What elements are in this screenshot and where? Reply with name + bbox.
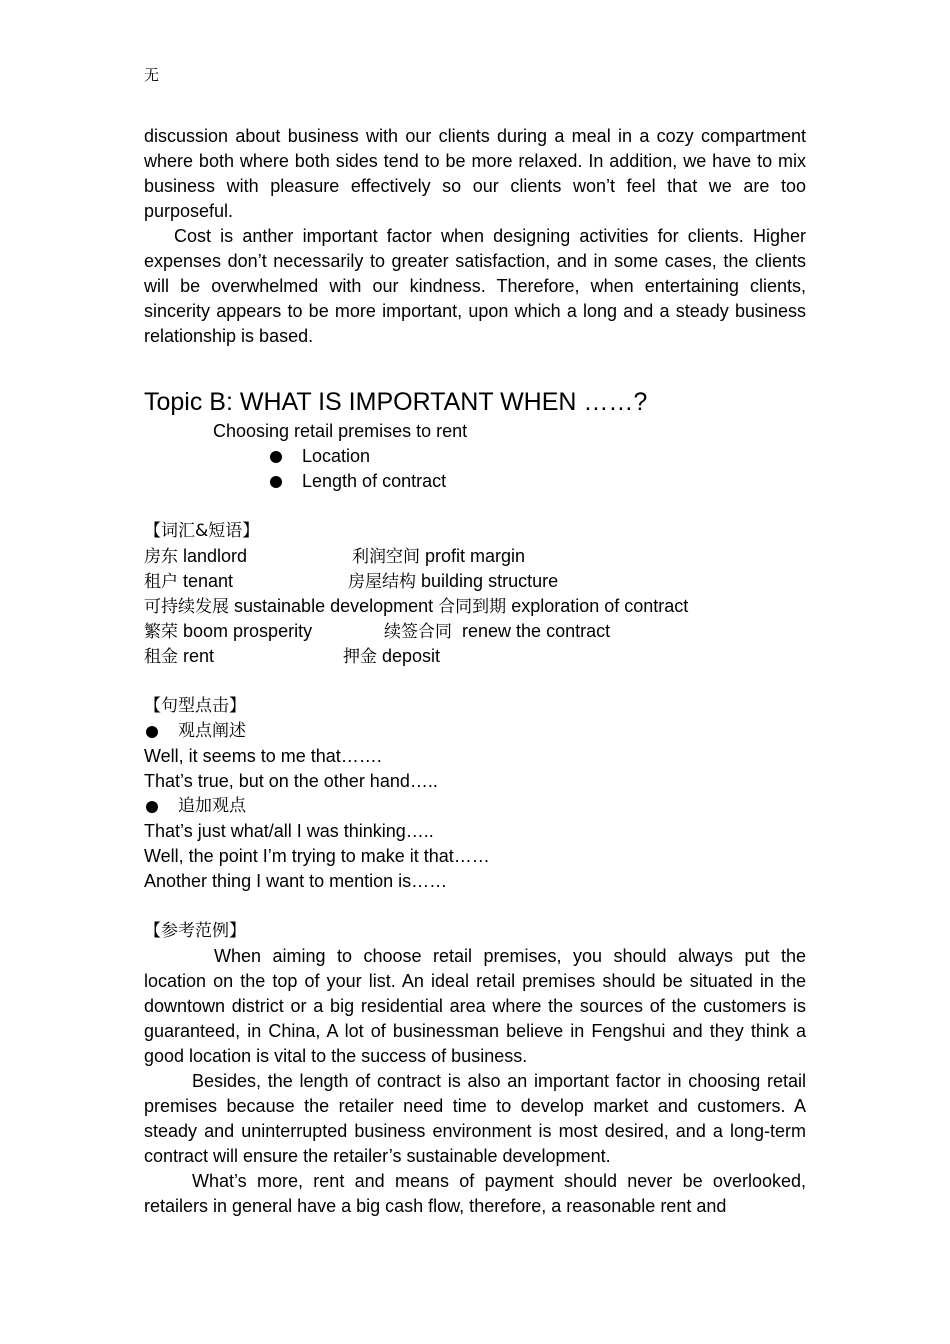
pattern-line: That’s just what/all I was thinking….. [144,821,434,841]
topic-subtitle: Choosing retail premises to rent [213,421,468,441]
pattern-group-label [144,719,806,744]
vocab-left-cn: 租户 [144,572,178,592]
vocab-right-cn: 利润空间 [352,547,420,567]
bullet-icon [146,726,158,738]
vocab-right-en: building structure [421,571,559,591]
vocab-right-en: deposit [382,646,441,666]
list-item [270,444,806,469]
list-item [270,469,806,494]
vocab-right-en: profit margin [425,546,526,566]
vocab-heading: 【词汇&短语】 [144,521,260,541]
bullet-icon [146,801,158,813]
topic-bullet-list [144,444,806,494]
vocab-left-cn: 租金 [144,647,178,667]
intro-paragraph-2: Cost is anther important factor when designing activities for clients. Higher expenses don’t necessarily to greater satisfaction, and in some cases, the clients will be overwhelmed with our kindness. Therefore, when entertaining clients, sincerity appears to be more important, upon which a long and a steady business relationship is based. [144,226,806,346]
vocab-right-cn: 续签合同 [384,622,452,642]
pattern-line: Well, the point I’m trying to make it that…… [144,846,490,866]
topic-bullet-length: Length of contract [302,471,447,491]
page-content [144,124,806,1219]
topic-bullet-location: Location [302,446,371,466]
vocab-left-en: boom prosperity [183,621,313,641]
vocab-right-cn: 合同到期 [438,597,507,617]
topic-title: Topic B: WHAT IS IMPORTANT WHEN ……? [144,388,648,416]
vocab-right-en: renew the contract [462,621,611,641]
patterns-heading: 【句型点击】 [144,696,246,716]
bullet-icon [270,451,282,463]
vocab-row [144,594,806,619]
vocab-list [144,544,806,669]
example-paragraph-3: What’s more, rent and means of payment should never be overlooked, retailers in general have a big cash flow, therefore, a reasonable rent and [144,1171,806,1216]
intro-paragraph-1: discussion about business with our clients during a meal in a cozy compartment where both where both sides tend to be more relaxed. In addition, we have to mix business with pleasure effectively so our clients won’t feel that we are too purposeful. [144,126,806,221]
pattern-line: Well, it seems to me that……. [144,746,382,766]
pattern-group-1-label: 观点阐述 [178,721,246,741]
pattern-line: Another thing I want to mention is…… [144,871,448,891]
bullet-icon [270,476,282,488]
vocab-row [144,569,806,594]
header-mark: 无 [144,66,160,84]
vocab-row [144,644,806,669]
vocab-left-en: sustainable development [234,596,434,616]
vocab-row [144,619,806,644]
vocab-right-cn: 押金 [343,647,377,667]
vocab-left-cn: 房东 [144,547,178,567]
pattern-group-label [144,794,806,819]
example-paragraph-2: Besides, the length of contract is also an important factor in choosing retail premises because the retailer need time to develop market and customers. A steady and uninterrupted business environment is most desired, and a long-term contract will ensure the retailer’s sustainable development. [144,1071,806,1166]
vocab-left-cn: 可持续发展 [144,597,229,617]
vocab-left-en: landlord [183,546,248,566]
pattern-group-2-label: 追加观点 [178,796,246,816]
vocab-left-en: rent [183,646,215,666]
vocab-right-cn: 房屋结构 [348,572,416,592]
vocab-right-en: exploration of contract [511,596,689,616]
vocab-row [144,544,806,569]
pattern-line: That’s true, but on the other hand….. [144,771,438,791]
vocab-left-cn: 繁荣 [144,622,178,642]
example-paragraph-1: When aiming to choose retail premises, you should always put the location on the top of your list. An ideal retail premises should be situated in the downtown district or a big residential area where the sources of the customers is guaranteed, in China, A lot of businessman believe in Fengshui and they think a good location is vital to the success of business. [144,946,806,1066]
vocab-left-en: tenant [183,571,234,591]
example-heading: 【参考范例】 [144,921,246,941]
